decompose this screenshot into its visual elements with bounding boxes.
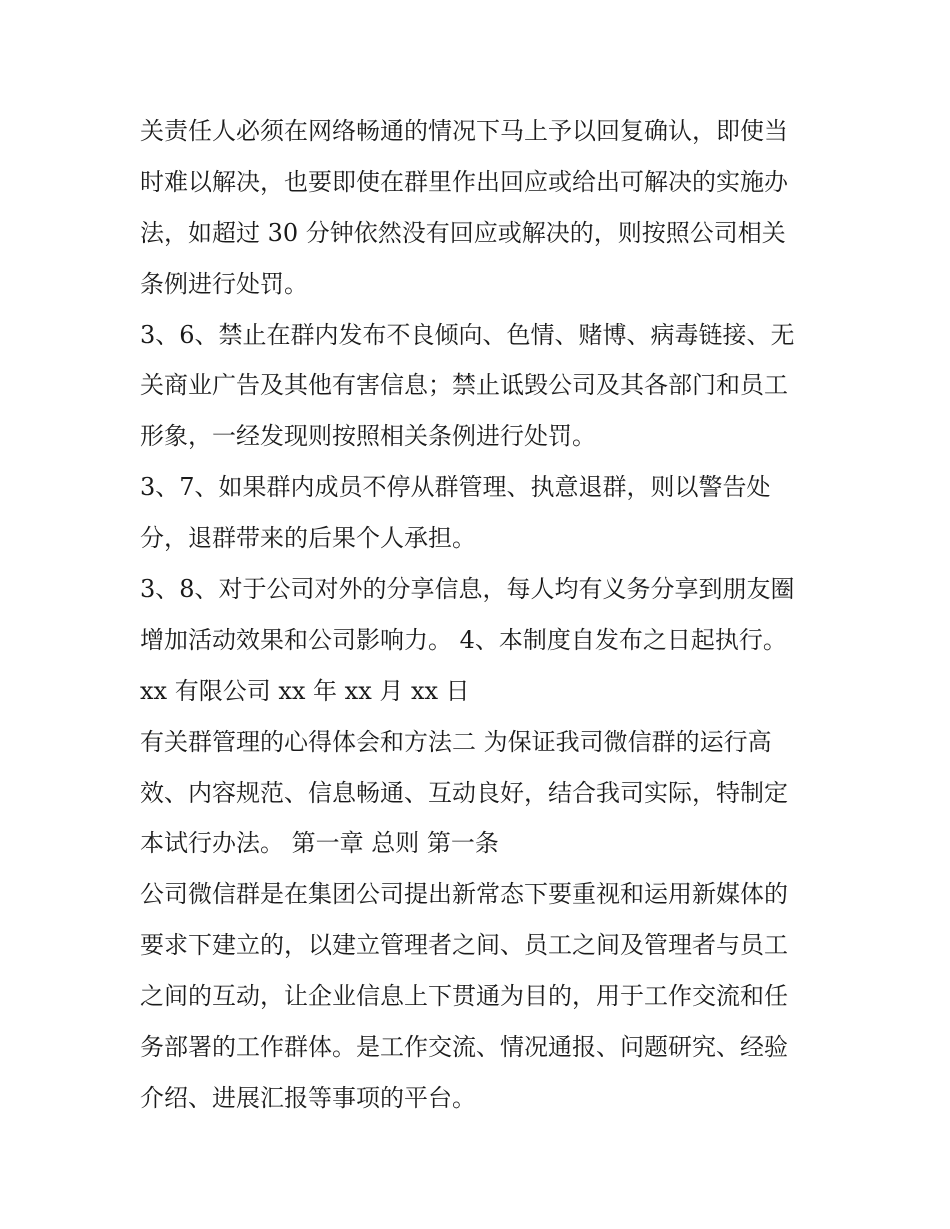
text-line-1: 关责任人必须在网络畅通的情况下马上予以回复确认，即使当	[140, 117, 788, 145]
text-line-15: 本试行办法。 第一章 总则 第一条	[140, 829, 499, 858]
text-line-17: 要求下建立的，以建立管理者之间、员工之间及管理者与员工	[140, 931, 788, 960]
text-line-7: 形象，一经发现则按照相关条例进行处罚。	[140, 422, 596, 451]
text-line-6: 关商业广告及其他有害信息；禁止诋毁公司及其各部门和员工	[140, 371, 788, 400]
text-line-13: 有关群管理的心得体会和方法二 为保证我司微信群的运行高	[140, 727, 772, 756]
text-line-3: 法，如超过 30 分钟依然没有回应或解决的，则按照公司相关	[140, 218, 786, 247]
text-line-9: 分，退群带来的后果个人承担。	[140, 524, 476, 553]
text-line-2: 时难以解决，也要即使在群里作出回应或给出可解决的实施办	[140, 167, 788, 196]
text-line-11: 增加活动效果和公司影响力。 4、本制度自发布之日起执行。	[140, 625, 787, 654]
text-line-10: 3、8、对于公司对外的分享信息，每人均有义务分享到朋友圈	[140, 575, 795, 604]
document-body	[140, 106, 820, 1124]
text-line-12: xx 有限公司 xx 年 xx 月 xx 日	[140, 676, 470, 705]
text-line-18: 之间的互动，让企业信息上下贯通为目的，用于工作交流和任	[140, 982, 788, 1011]
text-line-16: 公司微信群是在集团公司提出新常态下要重视和运用新媒体的	[140, 880, 788, 909]
text-line-19: 务部署的工作群体。是工作交流、情况通报、问题研究、经验	[140, 1033, 788, 1062]
text-line-8: 3、7、如果群内成员不停从群管理、执意退群，则以警告处	[140, 473, 771, 502]
text-line-4: 条例进行处罚。	[140, 269, 308, 298]
text-line-14: 效、内容规范、信息畅通、互动良好，结合我司实际，特制定	[140, 778, 788, 807]
text-line-5: 3、6、禁止在群内发布不良倾向、色情、赌博、病毒链接、无	[140, 320, 795, 349]
text-line-20: 介绍、进展汇报等事项的平台。	[140, 1083, 476, 1112]
